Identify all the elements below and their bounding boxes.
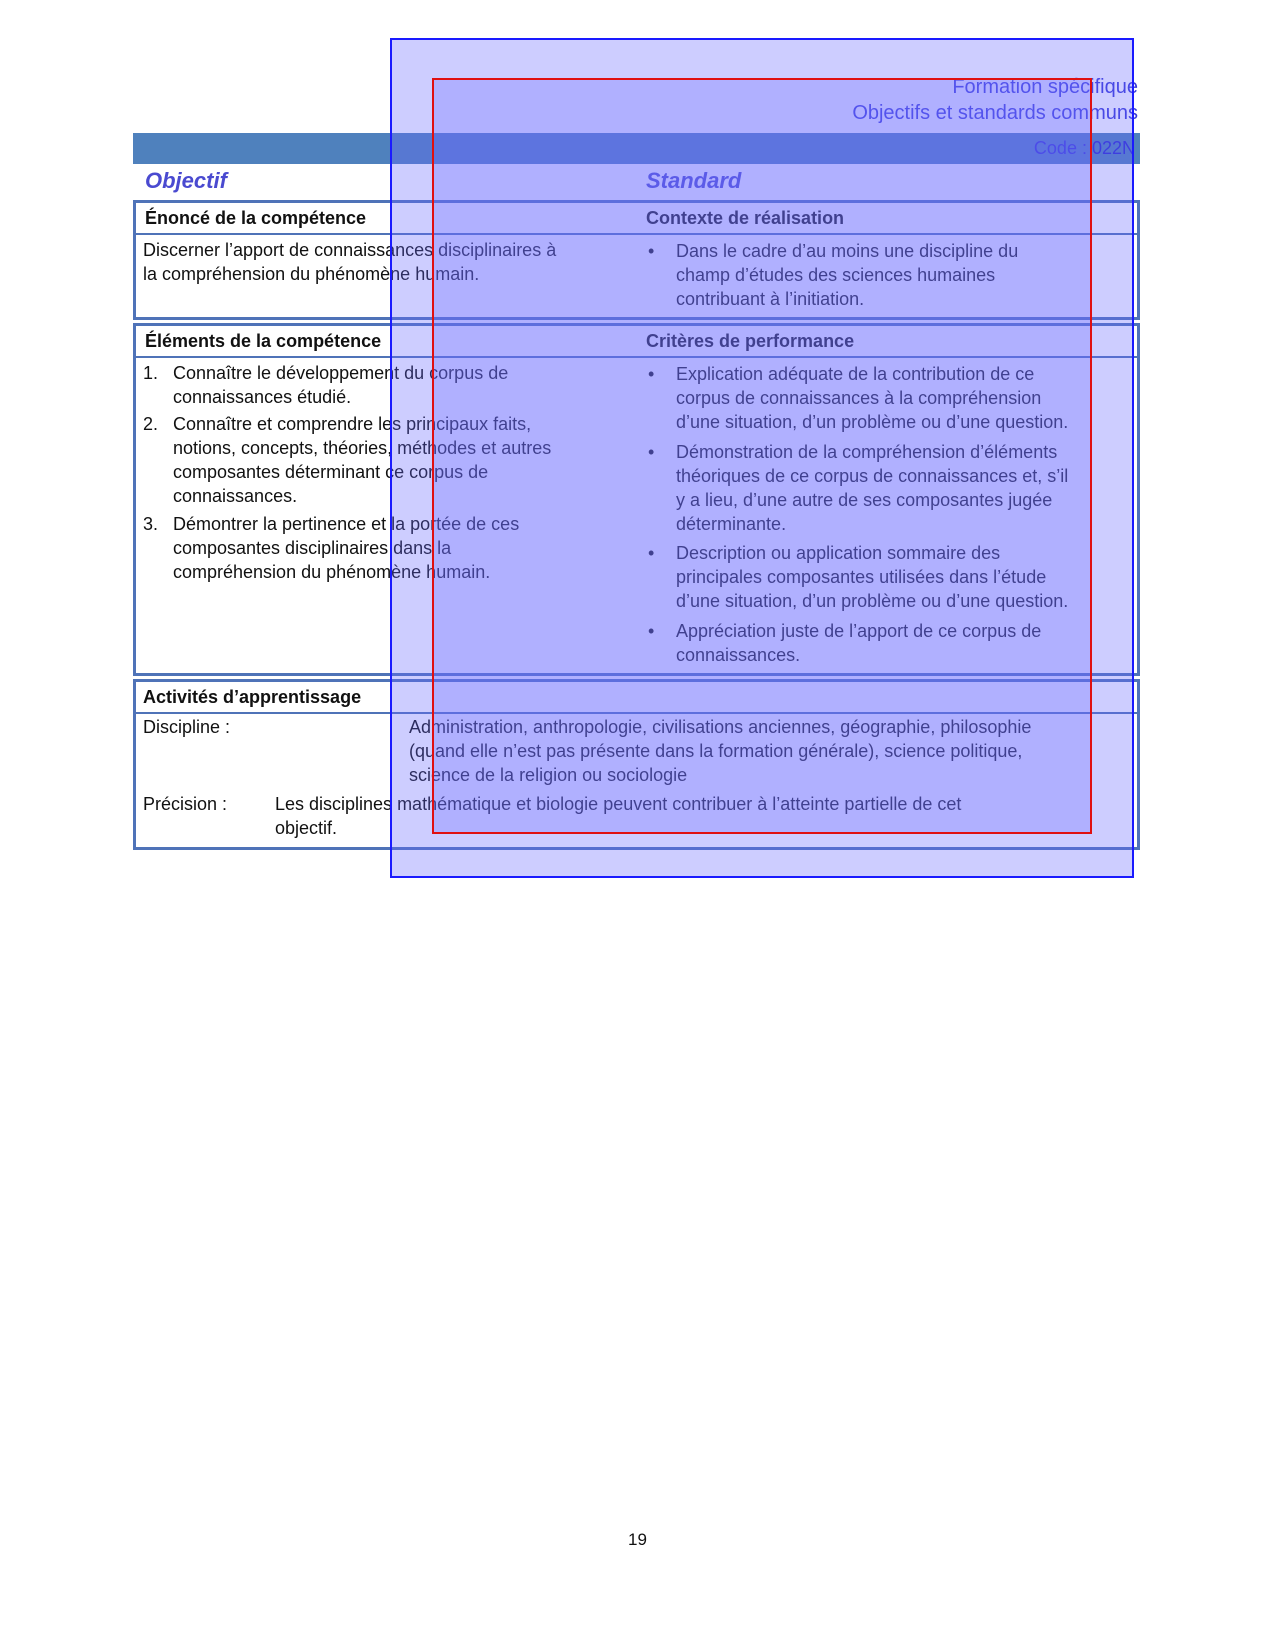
heading-elements: Éléments de la compétence bbox=[145, 331, 382, 351]
text-line: connaissances. bbox=[173, 486, 298, 506]
text-line: science de la religion ou sociologie bbox=[409, 765, 688, 785]
text-line: Appréciation juste de l’apport de ce corpus de bbox=[676, 621, 1042, 641]
bullet: • bbox=[648, 442, 655, 462]
header-formation: Formation spécifique bbox=[952, 76, 1138, 98]
text-line: théoriques de ce corpus de connaissances et, s’il bbox=[676, 466, 1069, 486]
course-code: Code : 022N bbox=[1033, 138, 1135, 158]
text-line: Administration, anthropologie, civilisations anciennes, géographie, philosophie bbox=[409, 717, 1032, 737]
precision-label: Précision : bbox=[143, 794, 228, 814]
heading-contexte: Contexte de réalisation bbox=[646, 208, 845, 228]
discipline-label: Discipline : bbox=[143, 717, 231, 737]
column-title-standard: Standard bbox=[646, 168, 742, 193]
text-line: compréhension du phénomène humain. bbox=[173, 562, 491, 582]
text-line: corpus de connaissances à la compréhension bbox=[676, 388, 1042, 408]
text-line: y a lieu, d’une autre de ses composantes jugée bbox=[676, 490, 1053, 510]
text-line: connaissances étudié. bbox=[173, 387, 352, 407]
selection-overlay-red bbox=[432, 78, 1092, 834]
text-line: (quand elle n’est pas présente dans la formation générale), science politique, bbox=[409, 741, 1023, 761]
text-line: Dans le cadre d’au moins une discipline du bbox=[676, 241, 1019, 261]
text-line: objectif. bbox=[275, 818, 338, 838]
text-line: Les disciplines mathématique et biologie peuvent contribuer à l’atteinte partielle de cet bbox=[275, 794, 962, 814]
text-line: la compréhension du phénomène humain. bbox=[143, 264, 480, 284]
text-line: Discerner l’apport de connaissances disciplinaires à bbox=[143, 240, 557, 260]
element-number: 2. bbox=[143, 414, 159, 434]
text-line: Connaître le développement du corpus de bbox=[173, 363, 509, 383]
text-line: principales composantes utilisées dans l’étude bbox=[676, 567, 1047, 587]
element-number: 3. bbox=[143, 514, 159, 534]
text-line: contribuant à l’initiation. bbox=[676, 289, 865, 309]
bullet: • bbox=[648, 241, 655, 261]
element-number: 1. bbox=[143, 363, 159, 383]
bullet: • bbox=[648, 621, 655, 641]
text-line: Connaître et comprendre les principaux faits, bbox=[173, 414, 532, 434]
text-line: composantes disciplinaires dans la bbox=[173, 538, 452, 558]
text-line: champ d’études des sciences humaines bbox=[676, 265, 996, 285]
heading-activites: Activités d’apprentissage bbox=[143, 687, 362, 707]
text-line: Démonstration de la compréhension d’éléments bbox=[676, 442, 1058, 462]
header-objectifs: Objectifs et standards communs bbox=[852, 102, 1138, 124]
text-line: déterminante. bbox=[676, 514, 787, 534]
text-line: Démontrer la pertinence et la portée de ces bbox=[173, 514, 520, 534]
text-line: notions, concepts, théories, méthodes et autres bbox=[173, 438, 552, 458]
text-line: d’une situation, d’un problème ou d’une question. bbox=[676, 591, 1069, 611]
text-line: composantes déterminant ce corpus de bbox=[173, 462, 489, 482]
bullet: • bbox=[648, 543, 655, 563]
text-line: Explication adéquate de la contribution de ce bbox=[676, 364, 1035, 384]
page-number: 19 bbox=[628, 1530, 647, 1549]
column-title-objectif: Objectif bbox=[145, 168, 227, 193]
text-line: d’une situation, d’un problème ou d’une question. bbox=[676, 412, 1069, 432]
text-line: Description ou application sommaire des bbox=[676, 543, 1001, 563]
heading-enonce: Énoncé de la compétence bbox=[145, 208, 367, 228]
text-line: connaissances. bbox=[676, 645, 801, 665]
heading-criteres: Critères de performance bbox=[646, 331, 855, 351]
bullet: • bbox=[648, 364, 655, 384]
